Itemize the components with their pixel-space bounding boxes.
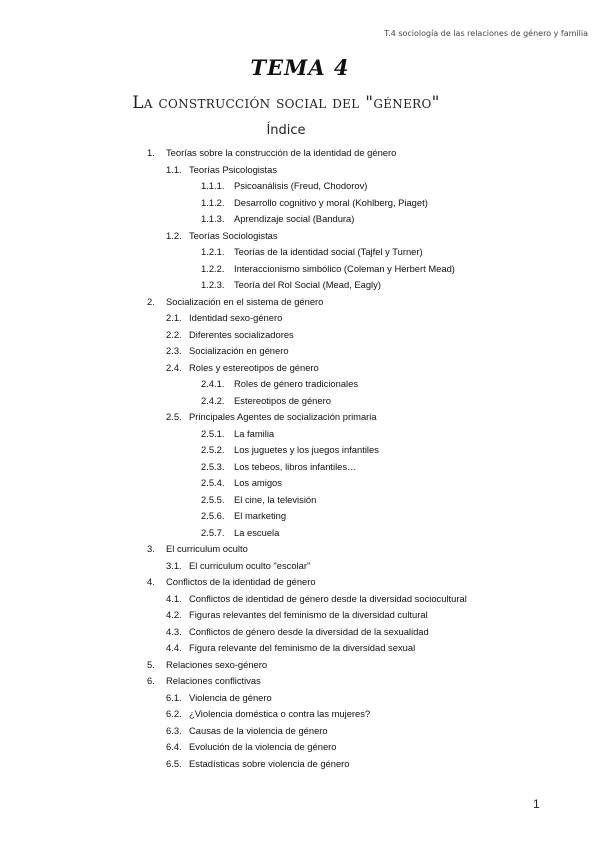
toc-entry-text: Relaciones sexo-género xyxy=(166,658,268,670)
toc-entry-text: Aprendizaje social (Bandura) xyxy=(234,213,355,224)
toc-entry-text: Relaciones conflictivas xyxy=(166,675,261,686)
toc-entry xyxy=(0,294,600,311)
toc-entry-text: Conflictos de la identidad de género xyxy=(166,576,316,587)
toc-entry-text: Los amigos xyxy=(234,477,282,488)
toc-entry xyxy=(0,195,600,212)
toc-entry-number: 1.1.3. xyxy=(201,213,225,224)
toc-entry xyxy=(0,673,600,690)
toc-entry xyxy=(0,277,600,294)
toc-entry-number: 4. xyxy=(147,576,155,587)
toc-entry xyxy=(0,244,600,261)
toc-entry-text: Desarrollo cognitivo y moral (Kohlberg, Piaget) xyxy=(234,196,428,208)
toc-entry-text: La escuela xyxy=(234,526,280,538)
toc-entry-text: Evolución de la violencia de género xyxy=(189,741,337,752)
toc-entry xyxy=(0,409,600,426)
toc-entry-number: 4.1. xyxy=(166,592,182,604)
toc-entry xyxy=(0,723,600,740)
toc-entry-text: El cine, la televisión xyxy=(234,493,317,505)
toc-entry-text: Socialización en el sistema de género xyxy=(166,295,324,307)
toc-entry-number: 6.4. xyxy=(166,741,182,752)
toc-entry-number: 1.2.2. xyxy=(201,262,225,274)
document-subtitle: La construcción social del "género" xyxy=(132,93,440,113)
toc-entry-text: La familia xyxy=(234,427,275,439)
toc-entry xyxy=(0,426,600,443)
toc-entry-number: 2.5.4. xyxy=(201,477,225,488)
toc-entry-text: Figuras relevantes del feminismo de la diversidad cultural xyxy=(189,609,428,620)
toc-entry-number: 2.5.7. xyxy=(201,526,225,538)
toc-entry-text: Estadísticas sobre violencia de género xyxy=(189,757,350,769)
toc-entry-number: 6.5. xyxy=(166,757,182,769)
toc-entry-number: 2.5.3. xyxy=(201,460,225,472)
toc-entry-number: 2.2. xyxy=(166,328,182,340)
toc-entry-text: Teorías de la identidad social (Tajfel y Turner) xyxy=(234,246,423,257)
toc-entry-text: Violencia de género xyxy=(189,691,272,703)
toc-entry-number: 2.4.2. xyxy=(201,394,225,406)
toc-entry-number: 1. xyxy=(147,147,155,158)
toc-entry-number: 2.1. xyxy=(166,312,182,323)
toc-entry-text: Los juguetes y los juegos infantiles xyxy=(234,444,379,455)
toc-entry xyxy=(0,162,600,179)
toc-entry-text: Diferentes socializadores xyxy=(189,328,294,340)
toc-entry-text: Principales Agentes de socialización primaria xyxy=(189,411,377,422)
toc-entry-text: Roles de género tradicionales xyxy=(234,378,359,389)
toc-entry-text: El curriculum oculto xyxy=(166,543,248,554)
toc-entry xyxy=(0,690,600,707)
toc-entry-number: 2.5.2. xyxy=(201,444,225,455)
toc-entry xyxy=(0,756,600,773)
toc-entry xyxy=(0,145,600,162)
toc-entry-number: 6.3. xyxy=(166,724,182,736)
toc-entry-number: 2. xyxy=(147,295,155,307)
toc-entry xyxy=(0,525,600,542)
toc-entry xyxy=(0,310,600,327)
toc-entry xyxy=(0,360,600,377)
toc-entry-number: 3. xyxy=(147,543,155,554)
toc-entry xyxy=(0,178,600,195)
toc-entry-number: 1.1.2. xyxy=(201,196,225,208)
toc-entry xyxy=(0,624,600,641)
toc-entry xyxy=(0,657,600,674)
toc-entry-text: Roles y estereotipos de género xyxy=(189,361,319,373)
toc-entry-text: Teorías Sociologistas xyxy=(189,229,278,241)
toc-entry-text: Conflictos de género desde la diversidad de la sexualidad xyxy=(189,625,429,637)
toc-entry-number: 1.2.1. xyxy=(201,246,225,257)
index-heading: Índice xyxy=(266,123,306,138)
toc-entry xyxy=(0,459,600,476)
toc-entry-text: El marketing xyxy=(234,510,287,521)
toc-entry xyxy=(0,376,600,393)
page-header: T.4 sociología de las relaciones de género y familia xyxy=(384,29,588,38)
toc-entry-number: 4.3. xyxy=(166,625,182,637)
toc-entry-text: ¿Violencia doméstica o contra las mujeres? xyxy=(189,708,371,719)
toc-entry-text: Socialización en género xyxy=(189,345,289,356)
toc-entry xyxy=(0,558,600,575)
toc-entry-number: 5. xyxy=(147,658,155,670)
toc-entry-number: 1.1. xyxy=(166,163,182,175)
toc-entry-number: 6.1. xyxy=(166,691,182,703)
toc-entry xyxy=(0,261,600,278)
toc-entry xyxy=(0,508,600,525)
toc-entry xyxy=(0,343,600,360)
toc-entry-text: Figura relevante del feminismo de la diversidad sexual xyxy=(189,642,416,653)
toc-entry-text: Teoría del Rol Social (Mead, Eagly) xyxy=(234,279,381,290)
toc-entry-number: 2.5.5. xyxy=(201,493,225,505)
toc-entry-number: 2.4. xyxy=(166,361,182,373)
toc-entry-text: Interaccionismo simbólico (Coleman y Herbert Mead) xyxy=(234,262,455,274)
toc-entry-text: Teorías sobre la construcción de la identidad de género xyxy=(166,147,397,158)
toc-entry xyxy=(0,607,600,624)
toc-entry-text: Los tebeos, libros infantiles… xyxy=(234,460,357,472)
toc-entry xyxy=(0,393,600,410)
toc-entry-number: 2.5. xyxy=(166,411,182,422)
toc-entry-number: 2.5.1. xyxy=(201,427,225,439)
toc-entry-number: 1.2. xyxy=(166,229,182,241)
toc-entry-number: 2.4.1. xyxy=(201,378,225,389)
toc-entry-number: 4.4. xyxy=(166,642,182,653)
toc-entry-number: 6.2. xyxy=(166,708,182,719)
toc-entry xyxy=(0,442,600,459)
table-of-contents xyxy=(0,145,600,772)
toc-entry-number: 2.3. xyxy=(166,345,182,356)
document-title: TEMA 4 xyxy=(250,55,350,80)
toc-entry-text: Causas de la violencia de género xyxy=(189,724,328,736)
toc-entry-number: 3.1. xyxy=(166,559,182,571)
toc-entry xyxy=(0,574,600,591)
toc-entry xyxy=(0,706,600,723)
toc-entry-text: El curriculum oculto "escolar" xyxy=(189,559,311,571)
toc-entry xyxy=(0,228,600,245)
toc-entry-number: 1.1.1. xyxy=(201,180,225,191)
toc-entry xyxy=(0,475,600,492)
toc-entry-text: Estereotipos de género xyxy=(234,394,331,406)
toc-entry xyxy=(0,327,600,344)
toc-entry xyxy=(0,211,600,228)
toc-entry xyxy=(0,541,600,558)
toc-entry-number: 1.2.3. xyxy=(201,279,225,290)
toc-entry-number: 6. xyxy=(147,675,155,686)
toc-entry-text: Conflictos de identidad de género desde la diversidad sociocultural xyxy=(189,592,467,604)
toc-entry-text: Teorías Psicologistas xyxy=(189,163,278,175)
page-number: 1 xyxy=(533,797,540,811)
toc-entry xyxy=(0,640,600,657)
toc-entry-number: 4.2. xyxy=(166,609,182,620)
toc-entry-text: Psicoanálisis (Freud, Chodorov) xyxy=(234,180,368,191)
toc-entry xyxy=(0,492,600,509)
toc-entry-number: 2.5.6. xyxy=(201,510,225,521)
toc-entry-text: Identidad sexo-género xyxy=(189,312,283,323)
toc-entry xyxy=(0,739,600,756)
toc-entry xyxy=(0,591,600,608)
